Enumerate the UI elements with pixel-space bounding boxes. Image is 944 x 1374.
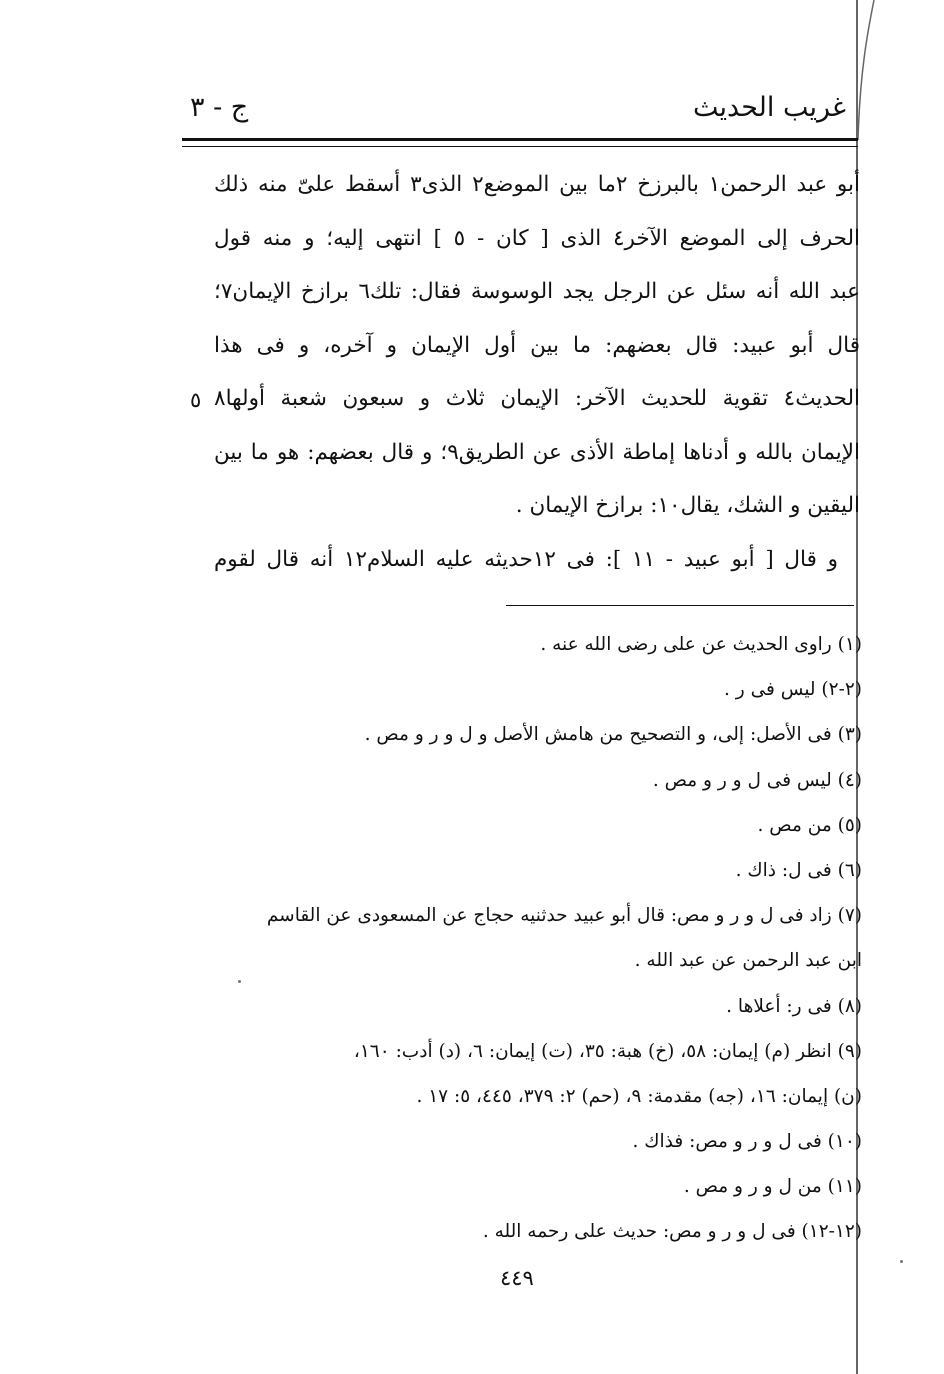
text-line: قال أبو عبيد: قال بعضهم: ما بين أول الإيمان و آخره، و فى هذا [214,332,860,358]
speck [238,980,241,983]
header-rule-thin [182,146,858,147]
footnote: (٦) فى ل: ذاك . [735,859,862,881]
footnote: (١٢-١٢) فى ل و ر و مص: حديث على رحمه الله . [482,1221,862,1243]
footnote: (١١) من ل و ر و مص . [683,1176,862,1198]
speck [900,1260,903,1263]
main-text [214,158,860,586]
text-line: و قال [ أبو عبيد - ١١ ]: فى ١٢حديثه عليه السلام١٢ أنه قال لقوم [214,546,838,572]
footnote: (ن) إيمان: ١٦، (جه) مقدمة: ٩، (حم) ٢: ٣٧٩، ٤٤٥، ٥: ١٧ . [416,1085,862,1107]
footnote: (٩) انظر (م) إيمان: ٥٨، (خ) هبة: ٣٥، (ت) إيمان: ٦، (د) أدب: ١٦٠، [353,1040,862,1062]
text-line: الحديث٤ تقوية للحديث الآخر: الإيمان ثلاث و سبعون شعبة أولها٨ [214,386,860,411]
page-number: ٤٤٩ [500,1266,534,1290]
page-edge-curl [846,0,886,140]
footnote: (٨) فى ر: أعلاها . [726,995,862,1017]
footnote: (٣) فى الأصل: إلى، و التصحيح من هامش الأصل و ل و ر و مص . [364,724,862,746]
footnote: (٥) من مص . [757,814,862,836]
footnote: (٤) ليس فى ل و ر و مص . [652,769,862,791]
footnote: (١) راوى الحديث عن على رضى الله عنه . [540,634,862,655]
footnote: ابن عبد الرحمن عن عبد الله . [634,950,862,972]
footnote-rule [506,605,854,606]
text-line: اليقين و الشك، يقال١٠: برازخ الإيمان . [515,493,860,518]
marginal-line-number: ٥ [190,388,202,412]
text-line: الحرف إلى الموضع الآخر٤ الذى [ كان - ٥ ] انتهى إليه؛ و منه قول [214,225,860,251]
header-rule [182,138,858,141]
text-line: الإيمان بالله و أدناها إماطة الأذى عن الطريق٩؛ و قال بعضهم: هو ما بين [214,439,860,465]
footnote: (١٠) فى ل و ر و مص: فذاك . [632,1131,862,1153]
running-header [190,92,846,132]
text-line: عبد الله أنه سئل عن الرجل يجد الوسوسة فقال: تلك٦ برازخ الإيمان٧؛ [214,279,860,304]
footnote: (٧) زاد فى ل و ر و مص: قال أبو عبيد حدثنيه حجاج عن المسعودى عن القاسم [266,905,862,927]
volume-number: ج - ٣ [190,92,249,123]
footnotes [182,622,862,1255]
footnote: (٢-٢) ليس فى ر . [724,679,862,701]
text-line: أبو عبد الرحمن١ بالبرزخ ٢ما بين الموضع٢ الذى٣ أسقط علىّ منه ذلك [214,172,860,197]
running-title: غريب الحديث [693,92,846,123]
